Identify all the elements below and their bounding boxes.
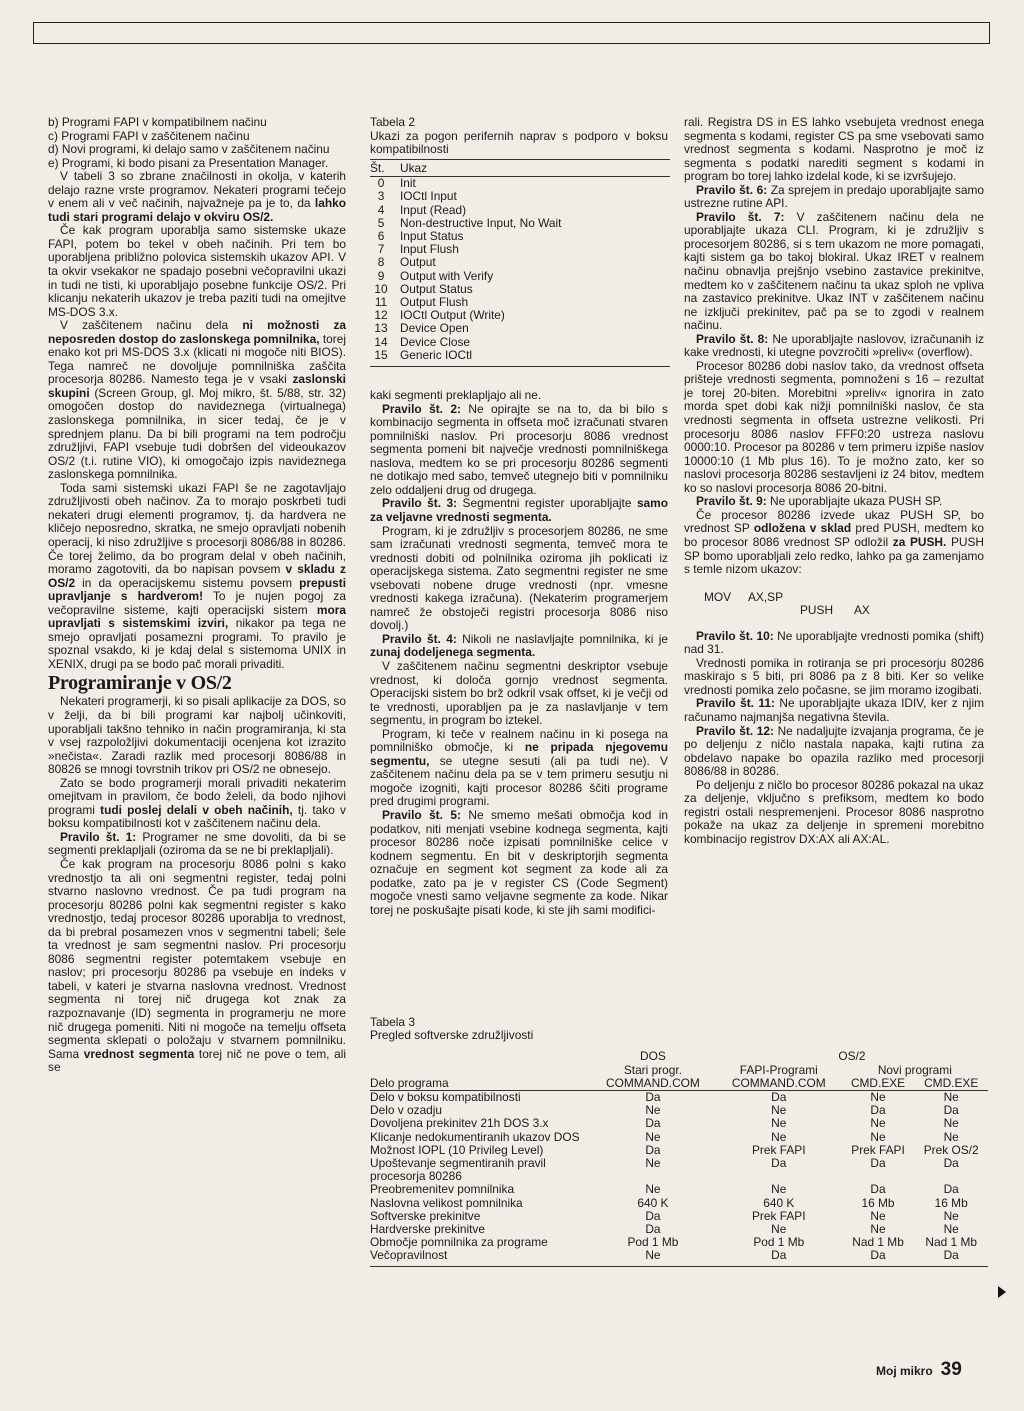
table3-cell-fapi: Pod 1 Mb xyxy=(753,1235,805,1250)
table2-cell-num: 6 xyxy=(377,229,385,243)
paragraph: Pravilo št. 2: Ne opirajte se na to, da bi bilo s kombinacijo segmenta in offseta moč izračunati stvaren pomnilniški naslov. Pri procesorju 8086 vrednost segmenta pomeni bit največje vrednosti pomnilniškega naslova, medtem ko se pri procesorju 80286 segmenti ne dotikajo med sabo, temveč utegnejo biti v pomnilniku zelo oddaljeni drug od drugega. xyxy=(370,401,668,497)
table3-cell-cmd1: Prek FAPI xyxy=(851,1142,905,1157)
table-row xyxy=(370,1197,988,1210)
table3-bottom-rule xyxy=(370,1266,988,1267)
table2-cell-num: 0 xyxy=(377,176,385,191)
table3-cell-label: Softverske prekinitve xyxy=(370,1208,481,1223)
table2-cell-num: 4 xyxy=(377,202,385,217)
table3-cell-dos: 640 K xyxy=(637,1195,669,1210)
paragraph: Zato se bodo programerji morali privaditi nekaterim omejitvam in pravilom, če bodo želeli, da bodo njihovi programi tudi poslej delali v obeh načinih, tj. tako v boksu kompatibilnosti kot v zaščitenem načinu dela. xyxy=(48,775,346,831)
table3-cell-cmd2: Da xyxy=(943,1248,959,1263)
table3-cell-fapi: Da xyxy=(771,1248,787,1263)
paragraph: Pravilo št. 3: Segmentni register uporabljajte samo za veljavne vrednosti segmenta. xyxy=(370,496,668,524)
table2-title: Tabela 2 xyxy=(370,115,415,129)
table2-cell-num: 12 xyxy=(374,308,388,323)
table3-cell-label: Hardverske prekinitve xyxy=(370,1222,485,1237)
table3-cell-label: Večopravilnost xyxy=(370,1248,448,1263)
paragraph: Toda sami sistemski ukazi FAPI še ne zagotavljajo združljivosti obeh načinov. Za to morajo poskrbeti tudi nekateri drugi elementi programov, tj. da hardvera ne kličejo neposredno, skratka, ne smejo opravljati nobenih operacij, ki niso združljive s procesorji 8086/88 in 80286. Če torej želimo, da bo program delal v obeh načinih, moramo zagotoviti, da bo napisan povsem v skladu z OS/2 in da operacijskemu sistemu povsem prepusti upravljanje s hardverom! To je nujen pogoj za večopravilne sisteme, kajti operacijski sistem mora upravljati s sistemskimi izviri, nikakor pa tega ne smejo opravljati posamezni programi. To pravilo je spoznal vsakdo, ki je kdaj delal s sistemoma UNIX in XENIX, drugi pa se bodo pač morali privaditi. xyxy=(48,480,347,671)
table3-cell-dos: Ne xyxy=(645,1129,661,1144)
program-list xyxy=(48,116,346,170)
table2-cell-cmd: Init xyxy=(400,176,416,191)
table-row xyxy=(370,349,670,362)
table3-col-dos: COMMAND.COM xyxy=(590,1077,716,1091)
paragraph: Pravilo št. 12: Ne nadaljujte izvajanja programa, če je po deljenju z ničlo nastala napaka, kajti rutina za obdelavo napake bo opazila razliko med procesorji 8086/88 in 80286. xyxy=(684,723,984,779)
table3-cell-cmd1: Ne xyxy=(870,1090,886,1105)
list-item: c) Programi FAPI v zaščitenem načinu xyxy=(48,128,250,143)
table3-cell-cmd2: Ne xyxy=(943,1222,959,1237)
table2-cell-num: 13 xyxy=(374,321,388,336)
table3-col-fapi: COMMAND.COM xyxy=(716,1077,842,1091)
table3-group-dos: DOS xyxy=(640,1049,666,1064)
table3-cell-label: Klicanje nedokumentiranih ukazov DOS xyxy=(370,1129,580,1144)
table3-cell-dos: Ne xyxy=(645,1248,661,1263)
paragraph: Pravilo št. 6: Za sprejem in predajo uporabljajte samo ustrezne rutine API. xyxy=(684,182,984,211)
table2-cell-num: 7 xyxy=(377,242,385,257)
table-row xyxy=(370,256,670,269)
list-item: d) Novi programi, ki delajo samo v zaščitenem načinu xyxy=(48,142,330,157)
table2-cell-num: 8 xyxy=(377,255,385,270)
table3-cell-fapi: Prek FAPI xyxy=(752,1142,806,1157)
table3-cell-fapi: Prek FAPI xyxy=(752,1208,806,1223)
table3-cell-cmd1: Ne xyxy=(870,1208,886,1223)
table3-cell-dos: Ne xyxy=(645,1103,661,1118)
table3-cell-cmd1: Da xyxy=(870,1103,886,1118)
table3-cell-label: Dovoljena prekinitev 21h DOS 3.x xyxy=(370,1116,549,1131)
table3-cell-cmd2: Ne xyxy=(943,1129,959,1144)
header-frame xyxy=(33,22,990,44)
paragraph: Pravilo št. 5: Ne smemo mešati območja kod in podatkov, niti menjati vsebine kodnega segmenta, kajti procesor 80286 noče izpisati pomnilniške celice v kodnem segmentu. En bit v deskriptorjih segmenta označuje en segment kot segment za kode ali za podatke, zato pa je v register CS (Code Segment) mogoče vnesti samo veljavne segmente za kode. Nikar torej ne poskušajte pisati kode, ki ste jih sami modifici- xyxy=(370,807,668,917)
paragraph: rali. Registra DS in ES lahko vsebujeta vrednost enega segmenta s kodami, register CS pa sme vsebovati samo vrednost segmenta s kodami. Nasprotno je moč iz segmenta s podatki narediti segment s kodami in program bo torej lahko izdelal kode, ki se izvršujejo. xyxy=(684,115,984,184)
table2-cell-cmd: Output Flush xyxy=(400,295,469,310)
table2-cell-num: 3 xyxy=(377,189,385,204)
table-row xyxy=(370,1157,988,1183)
table3-cell-label: Naslovna velikost pomnilnika xyxy=(370,1195,523,1210)
paragraph: kaki segmenti preklapljajo ali ne. xyxy=(370,388,542,403)
table3-col-cmd1: CMD.EXE xyxy=(842,1077,915,1091)
page-footer xyxy=(876,1359,962,1381)
table3-sub-fapi: FAPI-Programi xyxy=(739,1062,818,1077)
table3-cell-dos: Da xyxy=(645,1116,661,1131)
paragraph: V tabeli 3 so zbrane značilnosti in okolja, v katerih delajo razne vrste programov. Nekateri programi tečejo v enem ali v več načinih, najvažneje pa je to, da lahko tudi stari programi delajo v okviru OS/2. xyxy=(48,169,346,224)
table3-cell-dos: Da xyxy=(645,1208,661,1223)
table3-cell-label: Delo v ozadju xyxy=(370,1103,443,1118)
table3-cell-dos: Ne xyxy=(645,1182,661,1197)
table3-cell-label: Delo v boksu kompatibilnosti xyxy=(370,1090,521,1105)
table3-cell-label: Upoštevanje segmentiranih pravil procesorja 80286 xyxy=(370,1156,546,1184)
paragraph: Vrednosti pomika in rotiranja se pri procesorju 80286 maskirajo s 5 biti, pri 8086 pa z 8 biti. Ker so velike vrednosti pomika zelo počasne, se jim moramo izogibati. xyxy=(684,655,984,697)
table3-cell-cmd1: 16 Mb xyxy=(861,1195,895,1210)
paragraph: V zaščitenem načinu dela ni možnosti za neposreden dostop do zaslonskega pomnilnika, torej enako kot pri MS-DOS 3.x (klicati ni mogoče niti BIOS). Tega namreč ne dovoljuje pomnilniška zaščita procesorja 80286. Namesto tega je v vsaki zaslonski skupini (Screen Group, gl. Moj mikro, št. 5/88, str. 32) omogočen dostop do navideznega (virtualnega) zaslonskega pomnilnika, in sicer tedaj, če je v sprednjem planu. Da bi bili programi na tem področju združljivi, FAPI vsebuje tudi dobršen del videoukazov OS/2 (t.i. rutine VIO), ki omogočajo izpis navideznega zaslonskega pomnilnika. xyxy=(48,318,346,482)
column-left xyxy=(48,116,346,1075)
table3-cell-fapi: Da xyxy=(771,1090,787,1105)
paragraph: Pravilo št. 1: Programer ne sme dovoliti, da bi se segmenti preklapljali (oziroma da se ne bi preklapljali). xyxy=(48,829,346,858)
code-block xyxy=(684,591,984,618)
paragraph: Procesor 80286 dobi naslov tako, da vrednost offseta prišteje vrednosti segmenta, pomnoženi s 16 – rezultat je torej 20-biten. Morebitni »preliv« ignorira in zato morda spet dobi kak nižji pomnilniški naslov, če sta vrednosti segmenta in offseta ustrezne velikosti. Pri procesorju 8086 naslov FFF0:20 ustreza naslovu 0000:10. Procesor pa 80286 v tem primeru izpiše naslov 10000:10 (1 Mb plus 16). To je možno zato, ker so naslovi procesorja 80286 sestavljeni iz 24 bitov, medtem ko so naslovi procesorja 8086 20-bitni. xyxy=(684,358,984,495)
table3-sub-stari: Stari progr. xyxy=(623,1062,682,1077)
paragraph: Program, ki teče v realnem načinu in ki posega na pomnilniško območje, ki ne pripada njegovemu segmentu, se utegne sesuti (ali pa tudi ne). V zaščitenem načinu dela pa se v tem primeru sesutju ni mogoče izogniti, kajti procesor 80286 ščiti programe pred drugimi programi. xyxy=(370,726,669,809)
table3-cell-cmd1: Ne xyxy=(870,1116,886,1131)
paragraph: Pravilo št. 7: V zaščitenem načinu dela ne uporabljajte ukaza CLI. Program, ki je združljiv s procesorjem 80286, si s tem ukazom ne more pomagati, kajti sistem ga bo takoj blokiral. Ukaz IRET v realnem načinu obnavlja prejšnjo vsebino zastavice prekinitve, medtem ko v zaščitenem načinu ta ukaz sploh ne vpliva na zastavico prekinitve. Ukaz INT v zaščitenem načinu ne izključi prekinitev, pač pa se to zgodi v realnem načinu. xyxy=(684,209,985,333)
table3-cell-fapi: Da xyxy=(771,1156,787,1171)
table-row xyxy=(370,190,670,203)
section-heading: Programiranje v OS/2 xyxy=(48,672,232,695)
table2-cell-cmd: Output with Verify xyxy=(400,268,494,283)
table2-cell-num: 10 xyxy=(374,281,388,296)
table3-cell-cmd1: Ne xyxy=(870,1129,886,1144)
table2-caption: Ukazi za pogon perifernih naprav s podporo v boksu kompatibilnosti xyxy=(370,128,668,157)
table3-cell-dos: Da xyxy=(645,1142,661,1157)
table3-cell-label: Območje pomnilnika za programe xyxy=(370,1235,548,1250)
table3-cell-fapi: Ne xyxy=(771,1103,787,1118)
paragraph: Če procesor 80286 izvede ukaz PUSH SP, bo vrednost SP odložena v sklad pred PUSH, medtem ko bo procesor 8086 vrednost SP odložil za PUSH. PUSH SP bomo uporabljali zelo redko, lahko pa ga zamenjamo s temle nizom ukazov: xyxy=(684,507,985,577)
table3-cell-cmd2: Ne xyxy=(943,1090,959,1105)
table3-cell-cmd1: Da xyxy=(870,1248,886,1263)
table2-bottom-rule xyxy=(370,366,670,367)
table2-cell-cmd: Input (Read) xyxy=(400,202,467,217)
table-row xyxy=(370,177,670,191)
table3-cell-fapi: Ne xyxy=(771,1116,787,1131)
paragraph: Pravilo št. 9: Ne uporabljajte ukaza PUSH SP. xyxy=(696,494,943,509)
list-item: e) Programi, ki bodo pisani za Presentation Manager. xyxy=(48,155,329,170)
table-row xyxy=(370,1091,988,1105)
code-line: MOV AX,SP xyxy=(704,589,784,604)
table2-cell-cmd: IOCtl Output (Write) xyxy=(400,308,505,323)
table3-cell-fapi: Ne xyxy=(771,1222,787,1237)
table3-group-os2: OS/2 xyxy=(838,1049,866,1064)
table3-cell-cmd2: Ne xyxy=(943,1208,959,1223)
table2-cell-cmd: Input Flush xyxy=(400,242,459,257)
paragraph: Če kak program na procesorju 8086 polni s kako vrednostjo ta ali oni segmentni register, tedaj polni stvarno naslovno vrednost. Če pa tudi program na procesorju 80286 polni kak segmentni register s kako vrednostjo, tedaj procesor 80286 uporablja to vrednost, da bi prebral posamezen vnos v segmentni tabeli; šele ta vrednost je sam segmentni naslov. Pri procesorju 8086 segmentni register potemtakem vsebuje en naslov; pri procesorju 80286 pa vsebuje en indeks v tabeli, v kateri je stvarna naslovna vrednost. Vrednost segmenta ni torej nič drugega kot znak za razpoznavanje (ID) segmenta in programerju ne more nič drugega pomeniti. Niti ni mogoče na temelju offseta segmenta sklepati o položaju v stvarnem pomnilniku. Sama vrednost segmenta torej nič ne pove o tem, ali se xyxy=(48,856,347,1075)
paragraph: Pravilo št. 10: Ne uporabljajte vrednosti pomika (shift) nad 31. xyxy=(684,628,985,657)
table3-cell-cmd1: Da xyxy=(870,1182,886,1197)
page-number: 39 xyxy=(940,1359,962,1380)
table-row xyxy=(370,204,670,217)
table2-cell-cmd: Device Close xyxy=(400,334,471,349)
table-row xyxy=(370,270,670,283)
table3-cell-fapi: Ne xyxy=(771,1129,787,1144)
table3-cell-cmd2: Da xyxy=(943,1156,959,1171)
table2-cell-cmd: Generic IOCtl xyxy=(400,347,473,362)
table3-cell-cmd1: Da xyxy=(870,1156,886,1171)
table-row xyxy=(370,1117,988,1130)
paragraph: Pravilo št. 4: Nikoli ne naslavljajte pomnilnika, ki je zunaj dodeljenega segmenta. xyxy=(370,631,668,660)
table2-cell-cmd: Device Open xyxy=(400,321,469,336)
paragraph: Nekateri programerji, ki so pisali aplikacije za DOS, so v želji, da bi bili programi kar najbolj učinkoviti, uporabljali takšno tehniko in način programiranja, ki sta v vsej razpoložljivi dokumentaciji ocenjena kot izrazito »nečista«. Zaradi razlik med procesorji 8086/88 in 80826 se mnogi tovrstnih trikov pri OS/2 ne obnesejo. xyxy=(48,694,346,777)
table3-cell-fapi: Ne xyxy=(771,1182,787,1197)
table2 xyxy=(370,159,670,362)
column-right xyxy=(684,116,984,846)
table3-cell-cmd2: 16 Mb xyxy=(934,1195,968,1210)
column-middle xyxy=(370,116,668,917)
table2-header-num: Št. xyxy=(370,159,400,177)
table3-cell-fapi: 640 K xyxy=(763,1195,795,1210)
table-row xyxy=(370,322,670,335)
table3-sub-novi: Novi programi xyxy=(877,1062,952,1077)
paragraph: V zaščitenem načinu segmentni deskriptor vsebuje vrednost, ki določa gornjo vrednost segmenta. Operacijski sistem bo brž odkril vsak offset, ki je večji od te vrednosti, uporabljen pa je za naslavljanje v tem segmentu, in program bo iztekel. xyxy=(370,658,668,728)
table3-cell-cmd2: Prek OS/2 xyxy=(923,1142,979,1157)
table3-cell-cmd2: Nad 1 Mb xyxy=(925,1235,977,1250)
table2-cell-cmd: Non-destructive Input, No Wait xyxy=(400,215,562,230)
table-row xyxy=(370,1249,988,1262)
table2-cell-num: 14 xyxy=(374,334,388,349)
continue-arrow-icon xyxy=(998,1286,1006,1298)
list-item: b) Programi FAPI v kompatibilnem načinu xyxy=(48,115,267,129)
magazine-name: Moj mikro xyxy=(876,1364,933,1378)
table3 xyxy=(370,1016,988,1267)
table3-cell-cmd2: Ne xyxy=(943,1116,959,1131)
table2-cell-num: 9 xyxy=(377,268,385,283)
table-row xyxy=(370,1183,988,1196)
table3-cell-label: Možnost IOPL (10 Privileg Level) xyxy=(370,1142,544,1157)
paragraph: Program, ki je združljiv s procesorjem 80286, ne sme sam izračunati vrednosti segmenta, temveč mora te vrednosti dobiti od polnilnika oziroma jih poklicati iz operacijskega sistema. Zato segmentni register ne sme vsebovati nobene druge vrednosti (npr. vmesne vrednosti kakega izračuna). (Nekaterim programerjem namreč že obstoječi registri procesorja 8086 niso dovolj.) xyxy=(370,523,668,633)
table2-cell-cmd: IOCtl Input xyxy=(400,189,457,204)
paragraph: Pravilo št. 8: Ne uporabljajte naslovov, izračunanih iz kake vrednosti, ki utegne povzročiti »preliv« (overflow). xyxy=(684,331,984,360)
table2-cell-cmd: Output Status xyxy=(400,281,473,296)
table-row xyxy=(370,1236,988,1249)
table3-cell-dos: Ne xyxy=(645,1156,661,1171)
table2-cell-cmd: Input Status xyxy=(400,229,464,243)
paragraph: Če kak program uporablja samo sistemske ukaze FAPI, potem bo tekel v obeh načinih. Pri tem bo uporabljena približno polovica sistemskih ukazov API. V ta okvir vsekakor ne spadajo posebni večopravilni ukazi in tudi ne tisti, ki uporabljajo posebne funkcije OS/2. Pri klicanju nekaterih ukazov je treba paziti tudi na omejitve MS-DOS 3.x. xyxy=(48,223,346,319)
table2-cell-num: 15 xyxy=(374,347,388,362)
table3-col-cmd2: CMD.EXE xyxy=(914,1077,988,1091)
table2-cell-cmd: Output xyxy=(400,255,436,270)
table3-cell-cmd2: Da xyxy=(943,1103,959,1118)
table3-cell-dos: Da xyxy=(645,1222,661,1237)
table3-cell-cmd1: Ne xyxy=(870,1222,886,1237)
table2-cell-num: 5 xyxy=(377,215,385,230)
table3-cell-cmd1: Nad 1 Mb xyxy=(852,1235,904,1250)
paragraph: Po deljenju z ničlo bo procesor 80286 pokazal na ukaz za deljenje, vključno s prefiksom, medtem ko bodo registri ostali nespremenjeni. Procesor 8086 nasprotno pokaže na ukaz za deljenje in spremeni morebitno kombinacijo registrov DX:AX ali AX:AL. xyxy=(684,777,984,846)
table3-cell-dos: Pod 1 Mb xyxy=(627,1235,679,1250)
table2-cell-num: 11 xyxy=(374,295,388,310)
code-line: PUSH AX xyxy=(800,603,870,618)
table3-col-label: Delo programa xyxy=(370,1077,590,1091)
table2-header-cmd: Ukaz xyxy=(400,159,670,177)
paragraph: Pravilo št. 11: Ne uporabljajte ukaza IDIV, ker z njim računamo najmanjša negativna števila. xyxy=(684,696,984,724)
table3-caption: Tabela 3 Pregled softverske združljivosti xyxy=(370,1015,534,1043)
table3-cell-dos: Da xyxy=(645,1090,661,1105)
table-row xyxy=(370,336,670,349)
table3-cell-label: Preobremenitev pomnilnika xyxy=(370,1182,515,1197)
table3-cell-cmd2: Da xyxy=(943,1182,959,1197)
table-row xyxy=(370,1131,988,1144)
